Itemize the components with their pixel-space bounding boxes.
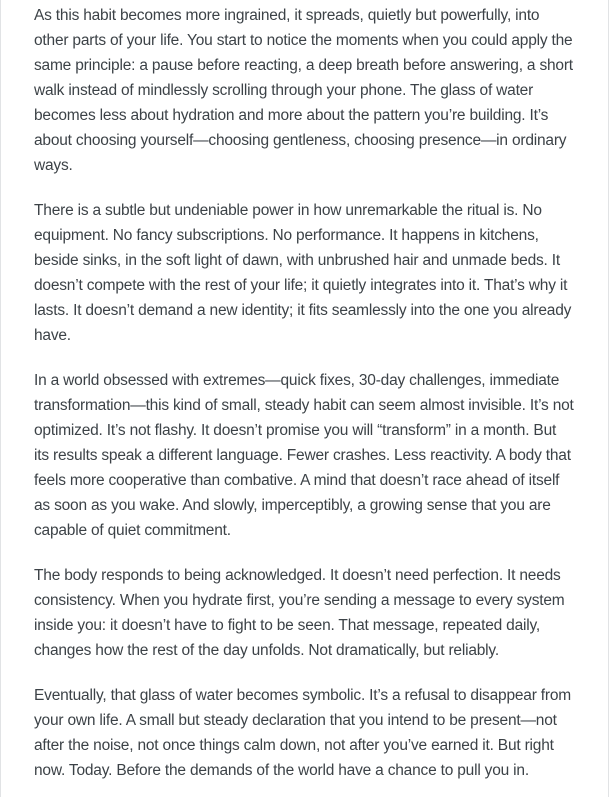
article-body bbox=[34, 3, 575, 783]
article-paragraph: Eventually, that glass of water becomes symbolic. It’s a refusal to disappear from your own life. A small but steady declaration that you intend to be present—not after the noise, not once things calm down, not after you’ve earned it. But right now. Today. Before the demands of the world have a chance to pull you in. bbox=[34, 687, 571, 779]
article-paragraph: There is a subtle but undeniable power in how unremarkable the ritual is. No equipment. No fancy subscriptions. No performance. It happens in kitchens, beside sinks, in the soft light of dawn, with unbrushed hair and unmade beds. It doesn’t compete with the rest of your life; it quietly integrates into it. That’s why it lasts. It doesn’t demand a new identity; it fits seamlessly into the one you already have. bbox=[34, 202, 572, 344]
article-paragraph: In a world obsessed with extremes—quick fixes, 30-day challenges, immediate transformation—this kind of small, steady habit can seem almost invisible. It’s not optimized. It’s not flashy. It doesn’t promise you will “transform” in a month. But its results speak a different language. Fewer crashes. Less reactivity. A body that feels more cooperative than combative. A mind that doesn’t race ahead of itself as soon as you wake. And slowly, imperceptibly, a growing sense that you are capable of quiet commitment. bbox=[34, 372, 574, 539]
article-paragraph: As this habit becomes more ingrained, it spreads, quietly but powerfully, into other parts of your life. You start to notice the moments when you could apply the same principle: a pause before reacting, a deep breath before answering, a short walk instead of mindlessly scrolling through your phone. The glass of water becomes less about hydration and more about the pattern you’re building. It’s about choosing yourself—choosing gentleness, choosing presence—in ordinary ways. bbox=[34, 7, 573, 174]
article-paragraph: The body responds to being acknowledged. It doesn’t need perfection. It needs consistency. When you hydrate first, you’re sending a message to every system inside you: it doesn’t have to fight to be seen. That message, repeated daily, changes how the rest of the day unfolds. Not dramatically, but reliably. bbox=[34, 567, 565, 659]
